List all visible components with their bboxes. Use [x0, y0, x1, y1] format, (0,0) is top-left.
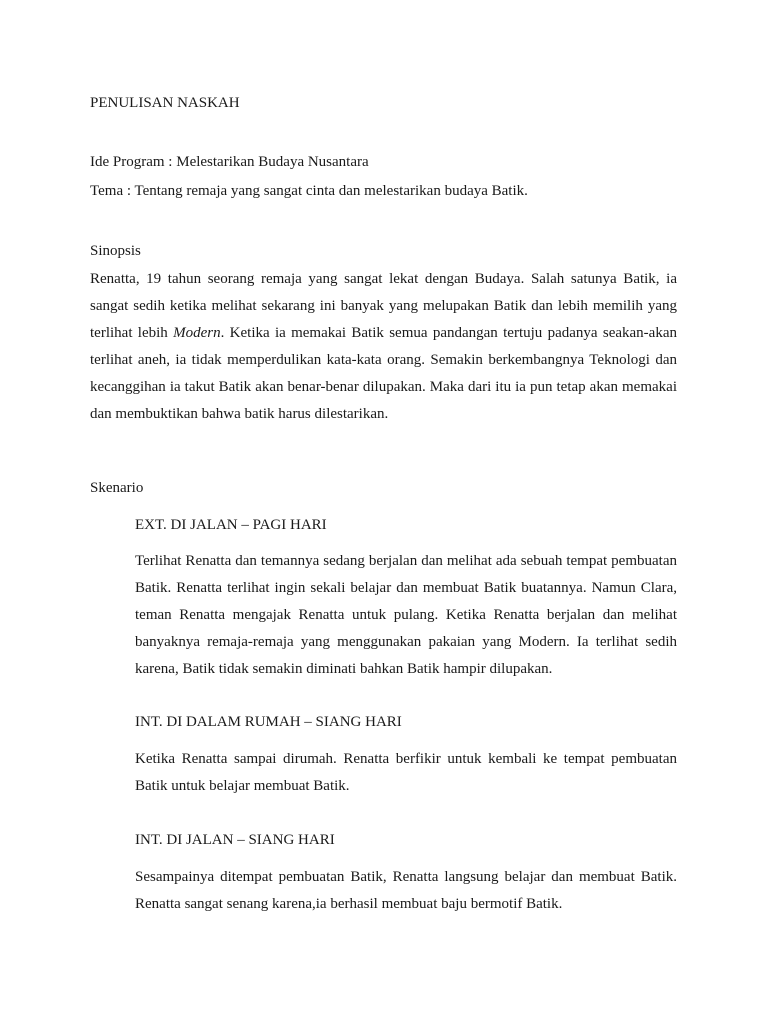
scene-heading: EXT. DI JALAN – PAGI HARI — [135, 517, 327, 533]
theme: Tema : Tentang remaja yang sangat cinta dan melestarikan budaya Batik. — [90, 183, 528, 199]
synopsis-text-before: Renatta, 19 tahun seorang remaja yang sangat lekat dengan Budaya. Salah satunya Batik, ia sangat sedih ketika melihat sekarang ini banyak yang melupakan Batik dan lebih memilih yang terlihat lebih — [90, 271, 677, 341]
scene-heading: INT. DI DALAM RUMAH – SIANG HARI — [135, 714, 402, 730]
synopsis-text-after: . Ketika ia memakai Batik semua pandangan tertuju padanya seakan-akan terlihat aneh, ia tidak memperdulikan kata-kata orang. Semakin berkembangnya Teknologi dan kecanggihan ia takut Batik akan benar-benar dilupakan. Maka dari itu ia pun tetap akan memakai dan membuktikan bahwa batik harus dilestarikan. — [90, 325, 677, 422]
document-title: PENULISAN NASKAH — [90, 95, 240, 111]
synopsis-text-italic: Modern — [173, 325, 221, 341]
scene-paragraph: Sesampainya ditempat pembuatan Batik, Renatta langsung belajar dan membuat Batik. Renatta sangat senang karena,ia berhasil membuat baju bermotif Batik. — [135, 869, 677, 912]
synopsis-heading: Sinopsis — [90, 243, 141, 259]
scene-paragraph: Ketika Renatta sampai dirumah. Renatta berfikir untuk kembali ke tempat pembuatan Batik untuk belajar membuat Batik. — [135, 751, 677, 794]
scenario-heading: Skenario — [90, 480, 144, 496]
scene-paragraph: Terlihat Renatta dan temannya sedang berjalan dan melihat ada sebuah tempat pembuatan Batik. Renatta terlihat ingin sekali belajar dan membuat Batik buatannya. Namun Clara, teman Renatta mengajak Renatta untuk pulang. Ketika Renatta berjalan dan melihat banyaknya remaja-remaja yang menggunakan pakaian yang Modern. Ia terlihat sedih karena, Batik tidak semakin diminati bahkan Batik hampir dilupakan. — [135, 553, 677, 677]
synopsis-paragraph — [90, 266, 677, 428]
program-idea: Ide Program : Melestarikan Budaya Nusantara — [90, 154, 369, 170]
scene-heading: INT. DI JALAN – SIANG HARI — [135, 832, 335, 848]
